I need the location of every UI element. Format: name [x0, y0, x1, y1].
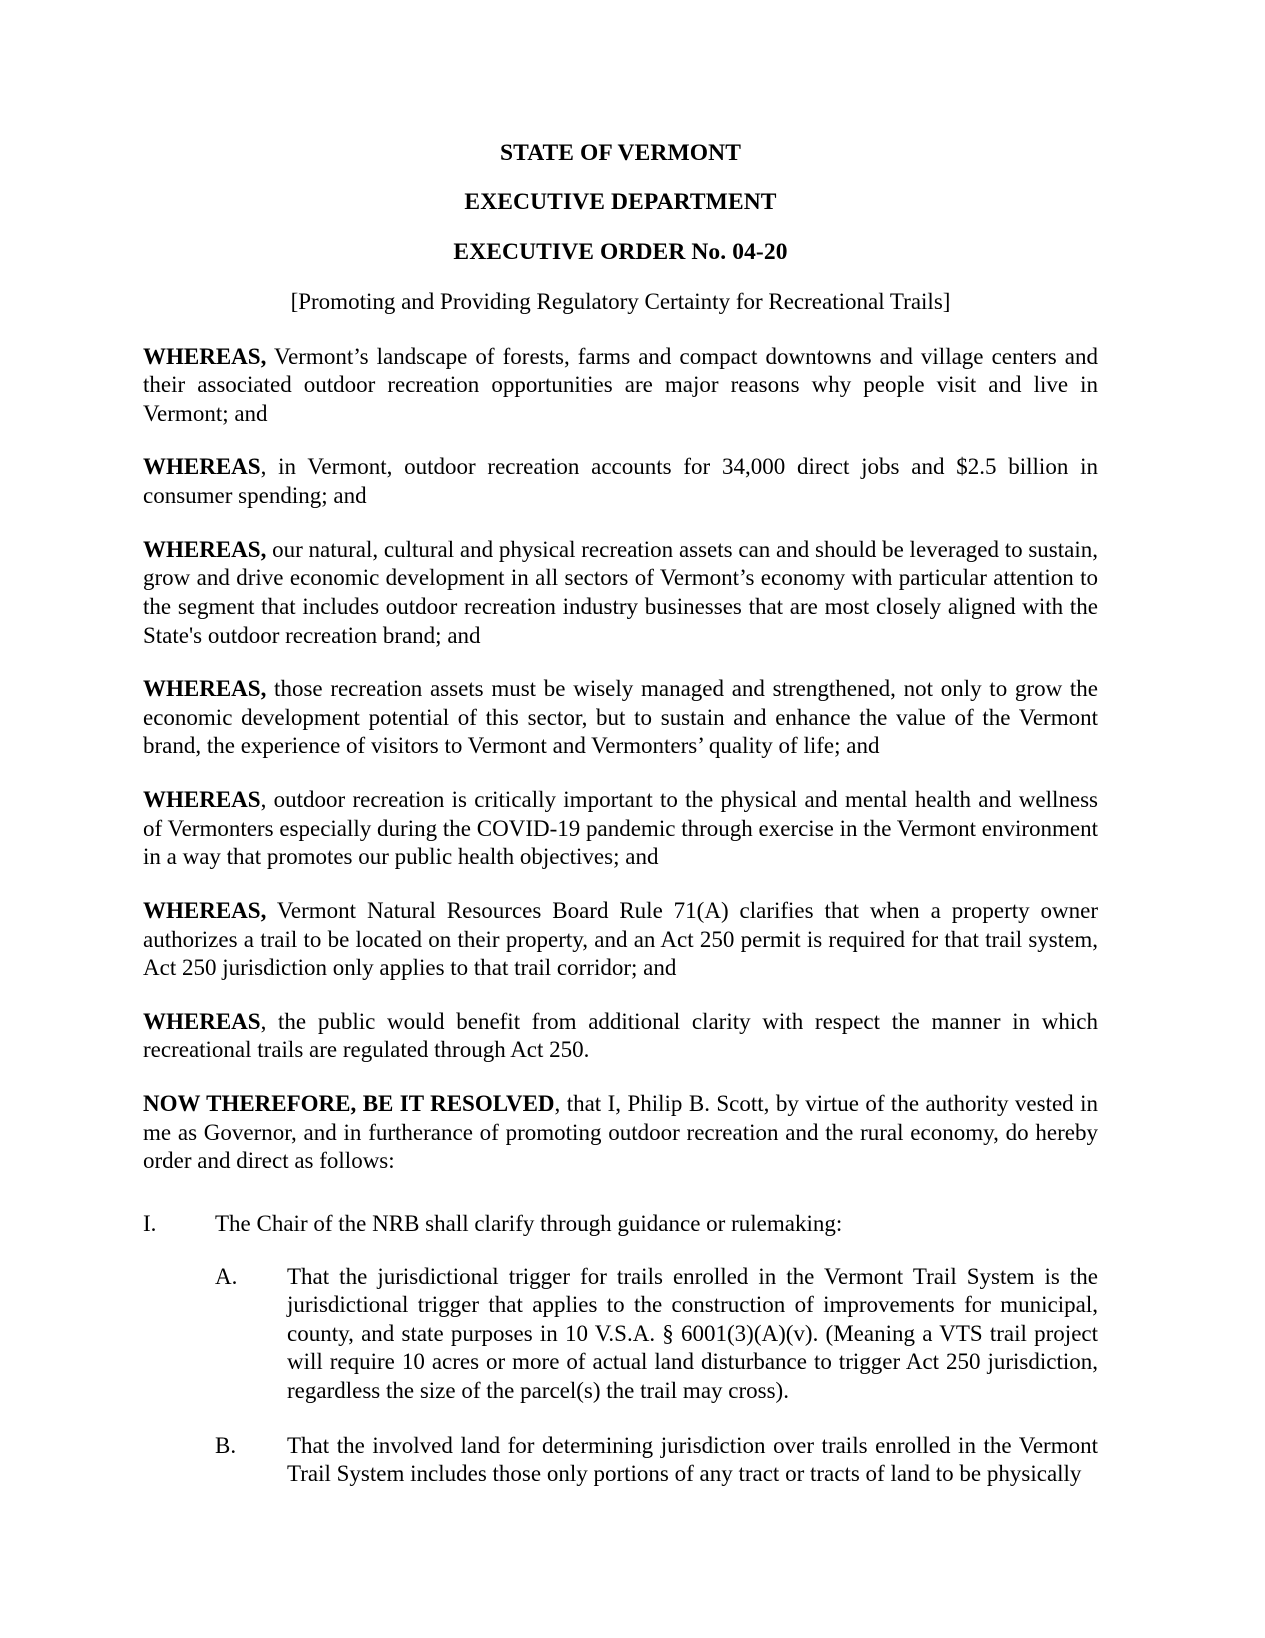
recital-lead: WHEREAS,	[143, 536, 267, 562]
subsection-item-b	[215, 1432, 1098, 1489]
recital-lead: WHEREAS,	[143, 897, 267, 923]
recital-paragraph	[143, 343, 1098, 429]
subsection-marker: A.	[215, 1263, 238, 1289]
subsection-list	[215, 1263, 1098, 1489]
header-state-line: STATE OF VERMONT	[500, 140, 741, 166]
recital-text: , outdoor recreation is critically important to the physical and mental health and wellness of Vermonters especially during the COVID-19 pandemic through exercise in the Vermont environment in a way that promotes our public health objectives; and	[143, 787, 1098, 870]
document-header	[143, 0, 1098, 316]
recital-lead: WHEREAS,	[143, 343, 267, 369]
recital-text: , the public would benefit from additional clarity with respect the manner in which recreational trails are regulated through Act 250.	[143, 1008, 1098, 1063]
subsection-text: That the jurisdictional trigger for trails enrolled in the Vermont Trail System is the jurisdictional trigger that applies to the construction of improvements for municipal, county, and state purposes in 10 V.S.A. § 6001(3)(A)(v). (Meaning a VTS trail project will require 10 acres or more of actual land disturbance to trigger Act 250 jurisdiction, regardless the size of the parcel(s) the trail may cross).	[287, 1263, 1098, 1404]
resolution-paragraph	[143, 1090, 1098, 1176]
subsection-text: That the involved land for determining jurisdiction over trails enrolled in the Vermont Trail System includes those only portions of any tract or tracts of land to be physically	[287, 1432, 1098, 1487]
recital-text: Vermont’s landscape of forests, farms and compact downtowns and village centers and their associated outdoor recreation opportunities are major reasons why people visit and live in Vermont; and	[143, 343, 1098, 426]
section-text: The Chair of the NRB shall clarify through guidance or rulemaking:	[215, 1210, 843, 1236]
resolution-text: , that I, Philip B. Scott, by virtue of the authority vested in me as Governor, and in furtherance of promoting outdoor recreation and the rural economy, do hereby order and direct as follows:	[143, 1091, 1098, 1174]
recital-lead: WHEREAS	[143, 454, 261, 480]
recital-text: those recreation assets must be wisely managed and strengthened, not only to grow the economic development potential of this sector, but to sustain and enhance the value of the Vermont brand, the experience of visitors to Vermont and Vermonters’ quality of life; and	[143, 676, 1098, 759]
recital-lead: WHEREAS,	[143, 676, 267, 702]
recital-text: Vermont Natural Resources Board Rule 71(A) clarifies that when a property owner authorizes a trail to be located on their property, and an Act 250 permit is required for that trail system, Act 250 jurisdiction only applies to that trail corridor; and	[143, 897, 1098, 981]
recital-paragraph	[143, 1008, 1098, 1065]
recital-paragraph	[143, 536, 1098, 651]
header-order-number-line: EXECUTIVE ORDER No. 04-20	[453, 238, 788, 265]
ordered-section-list	[143, 1210, 1098, 1489]
subsection-marker: B.	[215, 1432, 237, 1458]
recital-text: our natural, cultural and physical recreation assets can and should be leveraged to sustain, grow and drive economic development in all sectors of Vermont’s economy with particular attention to the segment that includes outdoor recreation industry businesses that are most closely aligned with the State's outdoor recreation brand; and	[143, 536, 1098, 648]
section-marker: I.	[143, 1210, 157, 1236]
recital-paragraph	[143, 786, 1098, 872]
header-department-line: EXECUTIVE DEPARTMENT	[464, 189, 777, 216]
resolution-lead: NOW THEREFORE, BE IT RESOLVED	[143, 1091, 555, 1117]
document-body	[143, 0, 1098, 1489]
recital-text: , in Vermont, outdoor recreation accounts for 34,000 direct jobs and $2.5 billion in consumer spending; and	[143, 454, 1098, 509]
section-item-i	[143, 1210, 1098, 1489]
recital-lead: WHEREAS	[143, 1008, 261, 1034]
subsection-item-a	[215, 1263, 1098, 1406]
document-subtitle: [Promoting and Providing Regulatory Certainty for Recreational Trails]	[290, 288, 951, 314]
recital-paragraph	[143, 453, 1098, 510]
recital-lead: WHEREAS	[143, 787, 261, 813]
recital-paragraph	[143, 897, 1098, 983]
recital-paragraph	[143, 675, 1098, 761]
